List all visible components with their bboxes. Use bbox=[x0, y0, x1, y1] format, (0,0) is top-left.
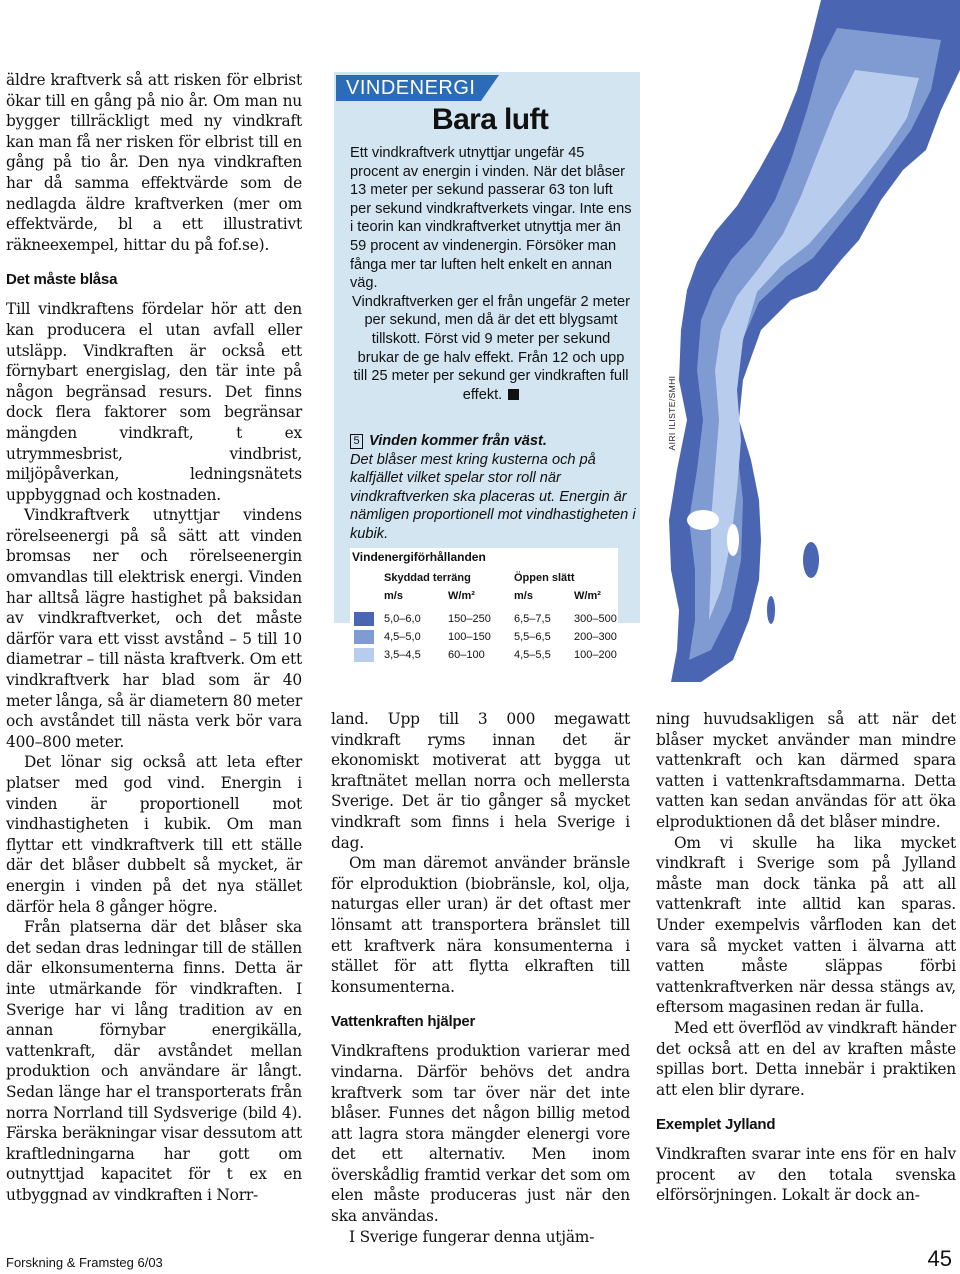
article-column-2 bbox=[331, 709, 630, 1247]
legend-cell: 60–100 bbox=[448, 649, 485, 661]
paragraph: Om man däremot använder bränsle för elproduktion (biobränsle, kol, olja, naturgas eller uran) är det oftast mer lönsamt att transportera bränslet till ett kraftverk nära konsumenterna i stället för att flytta elkraften till konsumenterna. bbox=[331, 854, 630, 996]
factbox-paragraph-text: Vindkraftverken ger el från ungefär 2 meter per sekund, men då är det ett blygsamt tillskott. Först vid 9 meter per sekund brukar de ge halv effekt. Från 12 och upp till 25 meter per sekund ger vindkraften full effekt. bbox=[352, 293, 630, 403]
paragraph: Vindkraftens produktion varierar med vindarna. Därför behövs det andra kraftverk som tar över när det inte blåser. Funnes det någon billig metod att lagra stora mängder elenergi vore det ett alternativ. Men inom överskådlig framtid verkar det som om elen måste produceras just när den ska användas. bbox=[331, 1042, 630, 1226]
page-number: 45 bbox=[927, 1246, 952, 1271]
caption-body: Det blåser mest kring kusterna och på kalfjället vilket spelar stor roll när vindkraftverken ska placeras ut. Energin är nämligen proportionell mot vindhastigheten i kubik. bbox=[350, 451, 636, 542]
factbox-tag-arrow bbox=[481, 75, 499, 101]
legend-cell: 5,0–6,0 bbox=[384, 613, 421, 625]
map-caption bbox=[350, 432, 640, 544]
paragraph: Vindkraften svarar inte ens för en halv procent av den totala svenska elförsörjningen. Lokalt är dock an- bbox=[656, 1145, 956, 1205]
factbox-paragraph bbox=[350, 293, 632, 405]
factbox-tag bbox=[336, 75, 499, 101]
paragraph: land. Upp till 3 000 megawatt vindkraft ryms innan det är ekonomiskt motiverat att bygga ut kraftnätet mellan norra och mellersta Sverige. Det är tio gånger så mycket vindkraft som finns i hela Sverige i dag. bbox=[331, 710, 630, 852]
paragraph: Med ett överflöd av vindkraft händer det också att en del av kraften måste spillas bort. Detta innebär i praktiken att elen blir dyrare. bbox=[656, 1018, 956, 1099]
article-column-3 bbox=[656, 709, 956, 1206]
legend-cell: 3,5–4,5 bbox=[384, 649, 421, 661]
legend-cell: 150–250 bbox=[448, 613, 491, 625]
legend-group-open: Öppen slätt bbox=[514, 572, 575, 584]
legend-cell: 100–200 bbox=[574, 649, 617, 661]
legend-swatch bbox=[354, 648, 374, 662]
paragraph: I Sverige fungerar denna utjäm- bbox=[349, 1227, 595, 1246]
paragraph: Från platserna där det blåser ska det sedan dras ledningar till de ställen där elkonsumenterna finns. Detta är inte utmärkande för vindkraften. I Sverige har vi lång tradition av en annan förnybar energikälla, vattenkraft, där avståndet mellan produktion och användare är långt. Sedan länge har el transporterats från norra Norrland till Sydsverige (bild 4). Färska beräkningar visar dessutom att kraftledningarna har gott om outnyttjad kapacitet för t ex en utbyggnad av vindkraften i Norr- bbox=[6, 918, 302, 1204]
section-heading: Exemplet Jylland bbox=[656, 1116, 776, 1134]
factbox-tag-label: VINDENERGI bbox=[336, 75, 481, 101]
section-heading: Det måste blåsa bbox=[6, 271, 118, 289]
legend-cell: 200–300 bbox=[574, 631, 617, 643]
island-oland bbox=[767, 596, 775, 624]
lake-vanern bbox=[687, 510, 719, 530]
legend-group-sheltered: Skyddad terräng bbox=[384, 572, 471, 584]
map-credit-text: AIRI ILISTE/SMHI bbox=[667, 375, 677, 451]
legend-cell: 4,5–5,0 bbox=[384, 631, 421, 643]
lake-vattern bbox=[727, 524, 739, 556]
publication-footer: Forskning & Framsteg 6/03 bbox=[6, 1255, 163, 1270]
factbox-paragraph: Ett vindkraftverk utnyttjar ungefär 45 procent av energin i vinden. När det blåser 13 meter per sekund passerar 63 ton luft per sekund vindkraftverkets vingar. Inte ens i teorin kan vindkraftverket utnyttja mer än 59 procent av vindenergin. Försöker man fånga mer tar luften helt enkelt en annan väg. bbox=[350, 145, 632, 292]
section-heading: Vattenkraften hjälper bbox=[331, 1013, 476, 1031]
legend-cell: 6,5–7,5 bbox=[514, 613, 551, 625]
legend-unit-speed: m/s bbox=[384, 590, 403, 602]
paragraph: äldre kraftverk så att risken för elbrist ökar till en gång på nio år. Om man nu bygger tillräckligt med ny vindkraft kan man få ner risken för elbrist till en gång på tio år. Den nya vindkraften har då samma effektvärde som de nedlagda äldre kraftverken (mer om effektvärde, bl a ett illustrativt räkneexempel, hittar du på fof.se). bbox=[6, 71, 302, 254]
paragraph: Till vindkraftens fördelar hör att den kan producera el utan avfall eller utsläpp. Vindkraften är också ett förnybart energislag, den tär inte på någon begränsad resurs. Det finns dock flera faktorer som begränsar mängden vindkraft, t ex utrymmesbrist, vindbrist, miljöpåverkan, ledningsnätets uppbyggnad och kostnaden. bbox=[6, 300, 302, 504]
legend-cell: 5,5–6,5 bbox=[514, 631, 551, 643]
end-mark-icon bbox=[508, 389, 519, 400]
sweden-wind-map-graphic bbox=[641, 0, 960, 682]
wind-map bbox=[641, 0, 960, 682]
paragraph: Det lönar sig också att leta efter platser med god vind. Energin i vinden är proportionell mot vindhastigheten i kubik. Om man flyttar ett vindkraftverk till ett ställe där det blåser dubbelt så mycket, är energin i vinden på det nya stället därför hela 8 gånger högre. bbox=[6, 753, 302, 916]
caption-heading: Vinden kommer från väst. bbox=[369, 433, 547, 449]
factbox-title: Bara luft bbox=[432, 103, 549, 136]
figure-number: 5 bbox=[350, 434, 363, 449]
legend-cell: 300–500 bbox=[574, 613, 617, 625]
legend-title: Vindenergiförhållanden bbox=[352, 550, 486, 564]
island-gotland bbox=[803, 542, 819, 578]
paragraph: Om vi skulle ha lika mycket vindkraft i Sverige som på Jylland måste man dock tänka på att all vattenkraft inte alltid kan sparas. Under exempelvis vårfloden kan det vara så mycket vatten i älvarna att vatten måste släppas förbi vattenkraftverken när dessa stängs av, eftersom magasinen redan är fulla. bbox=[656, 833, 956, 1017]
paragraph: Vindkraftverk utnyttjar vindens rörelseenergi på så sätt att vinden bromsas ner och rörelseenergin omvandlas till elektrisk energi. Vinden har alltså lägre hastighet på baksidan av vindkraftverket, och det måste därför vara ett visst avstånd – 5 till 10 diametrar – till nästa kraftverk. Om ett vindkraftverk har blad som är 40 meter långa, så är diametern 80 meter och avståndet till nästa verk bör vara 400–800 meter. bbox=[6, 506, 302, 751]
legend-cell: 100–150 bbox=[448, 631, 491, 643]
article-column-1 bbox=[6, 70, 302, 1205]
legend-swatch bbox=[354, 612, 374, 626]
factbox-body bbox=[350, 144, 632, 404]
legend-swatch bbox=[354, 630, 374, 644]
legend-unit-power: W/m² bbox=[574, 590, 601, 602]
map-credit bbox=[662, 375, 682, 458]
paragraph: ning huvudsakligen så att när det blåser mycket använder man mindre vattenkraft och kan därmed spara vatten i vattenkraftsdammarna. Detta vatten kan sedan användas för att öka elproduktionen då det blåser mindre. bbox=[656, 710, 956, 831]
map-legend bbox=[350, 548, 618, 666]
legend-unit-power: W/m² bbox=[448, 590, 475, 602]
legend-unit-speed: m/s bbox=[514, 590, 533, 602]
legend-cell: 4,5–5,5 bbox=[514, 649, 551, 661]
